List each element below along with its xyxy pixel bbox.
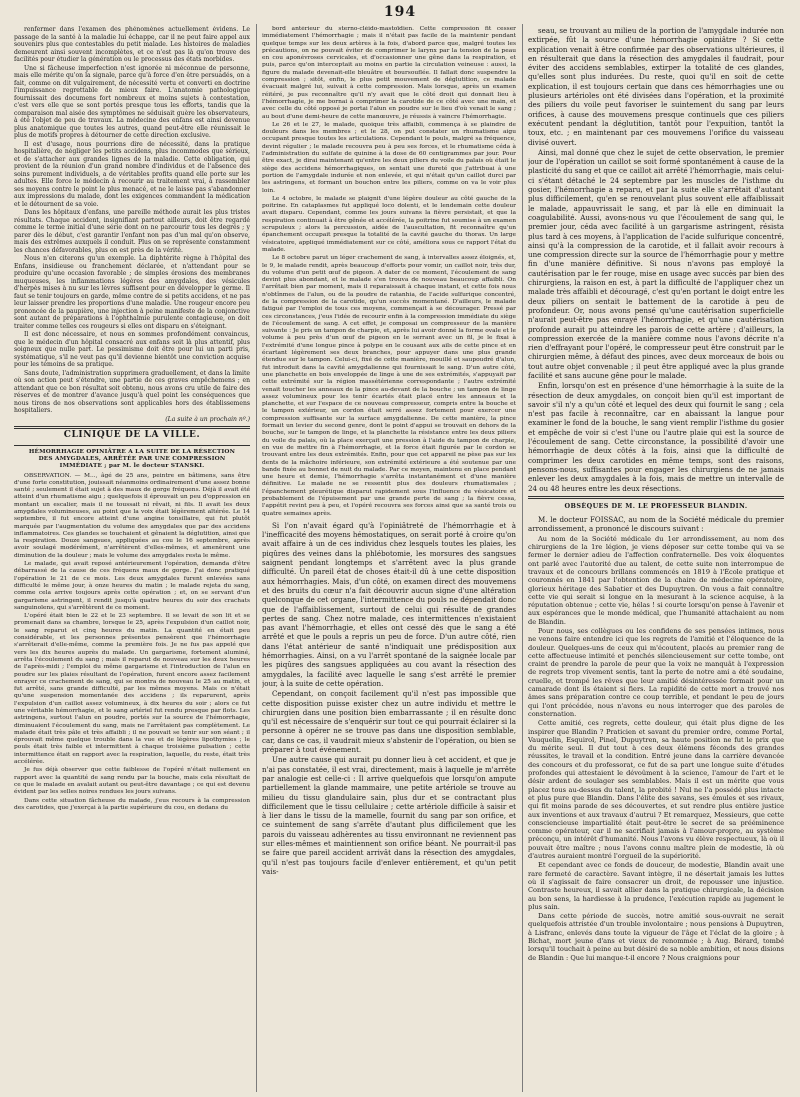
column-divider bbox=[522, 24, 523, 1092]
section-rule bbox=[14, 445, 250, 446]
paragraph: L'opéré était bien le 22 et le 23 septembre. Il se levait de son lit et se promenait dans sa chambre, lorsque le 25, après l'expulsion d'un caillot noir, le sang reparut et cinq heures du matin. La quantité en était peu considérable, et les personnes présentes pensèrent que l'hémorrhagie s'arrêterait d'elle-même, comme la première fois. Je ne fus pas appelé que vers les dix heures auprès du malade. Un gargarisme, fortement aluminé, arrêta l'écoulement du sang ; mais il reparut de nouveau sur les deux heures de l'après-midi ; l'emploi du même gargarisme et l'introduction de l'alun en poudre sur les plaies résultant de l'opération, furent encore assez facilement enrayer ce crachement de sang, qui se montra de nouveau le 25 au matin, et fut arrêté, sans grande difficulté, par les mêmes moyens. Mais ce n'était qu'une suspension momentanée des accidens ; ils reparurent, après l'expulsion d'un caillot assez volumineux, à dix heures du soir ; alors ce fut une véritable hémorrhagie, et le sang artériel fut rendu presque par flots. Les astringens, surtout l'alun en poudre, portés sur la source de l'hémorrhagie, diminuaient l'écoulement du sang, mais ne l'arrêtaient pas complètement. Le malade était très pâle et très affaibli ; il ne pouvait se tenir sur son séant ; il éprouvait même quelque trouble dans la vue et de légères lipothymies ; le pouls était très faible et intermittent à chaque troisième pulsation ; cette intermittence était en rapport avec la respiration, laquelle, du reste, était très accélérée. bbox=[14, 613, 250, 766]
paragraph: Le 4 octobre, le malade se plaignit d'une légère douleur au côté gauche de la poitrine. En cataplasmes fut appliqué loco dolenti, et le lendemain cette douleur avait disparu. Cependant, comme les jours suivans la fièvre persistait, et que la respiration continuait à être gênée et accélérée, la poitrine fut soumise à un examen scrupuleux ; alors la percussion, aidée de l'auscultation, fit reconnaître qu'un épanchement occupait presque la totalité de la cavité gauche du thorax. Un large vésicatoire, appliqué immédiatement sur ce côté, améliora sous ce rapport l'état du malade. bbox=[262, 195, 516, 253]
paragraph: Je fus déjà observer que cette faiblesse de l'opéré n'était nullement en rapport avec la quantité de sang rendu par la bouche, mais cela résultait de ce que le malade en avalait autant ou peut-être davantage ; ce qui est devenu évident par les selles noires rendues les jours suivans. bbox=[14, 767, 250, 796]
column-divider bbox=[256, 24, 257, 1092]
continued-note: (La suite à un prochain nº.) bbox=[165, 415, 250, 423]
paragraph: Cependant, on conçoit facilement qu'il n'est pas impossible que cette disposition puisse exister chez un autre individu et mettre le chirurgien dans une position bien embarrassante ; il en résulte donc qu'il est nécessaire de s'enquérir sur tout ce qui pourrait éclairer si la personne à opérer ne se trouve pas dans une disposition semblable, car, dans ce cas, il vaudrait mieux s'abstenir de l'opération, ou bien se préparer à tout événement. bbox=[262, 689, 516, 755]
paragraph: bord antérieur du sterno-cléido-mastoïdien. Cette compression fit cesser immédiatement l'hémorrhagie ; mais il n'était pas facile de la maintenir pendant quelque temps sur les deux artères à la fois, d'abord parce que, malgré toutes les précautions, on ne pouvait éviter de comprimer le larynx par la tension de la peau en cou aponévroses cervicales, et d'occasionner une gêne dans la respiration, et puis, parce qu'on interceptait au moins en partie la circulation veineuse : aussi, la figure du malade devenait-elle bleuâtre et boursouflée. Il fallait donc suspendre la compression ; sitôt, enfin, le plus petit mouvement de déglutition, ce malade évacuait malgré lui, suivait à cette compression. Mais lorsque, après un examen réitéré, je pus reconnaître qu'il n'y avait que le côté droit qui donnait lieu à l'hémorrhagie, je me bornai à comprimer la carotide de ce côté avec une main, et avec celle du côté opposé je portai l'alun en poudre sur le lieu d'où venait le sang ; au bout d'une demi-heure de cette manœuvre, je réussis à vaincre l'hémorrhagie. bbox=[262, 26, 516, 120]
paragraph: OBSERVATION. — M..., âgé de 25 ans, peintre en bâtimens, sans être d'une forte constitution, jouissait néanmoins ordinairement d'une assez bonne santé ; seulement il était sujet à des maux de gorge fréquens. Déjà il avait été atteint d'un rhumatisme aigu ; quelquefois il éprouvait un peu d'oppression en montant un escalier, mais il ne toussait ni rêvait, ni fils. Il avait les deux amygdales volumineuses, au point que la voix était légèrement altérée. Le 14 septembre, il fut encore atteint d'une angine tonsillaire, qui fut plutôt marquée par l'augmentation du volume des amygdales que par des accidens inflammatoires. Ces glandes se touchaient et gênaient la déglutition, ainsi que la respiration. Douze sangsues, appliquées au cou le 16 septembre, après avoir soulagé modérément, n'arrêtèrent d'elles-mêmes, et amenèrent une diminution de la douleur ; mais le volume des amygdales resta le même. bbox=[14, 472, 250, 559]
section-title: CLINIQUE DE LA VILLE. bbox=[63, 430, 201, 440]
paragraph: M. le docteur FOISSAC, au nom de la Société médicale du premier arrondissement, a prononcé le discours suivant : bbox=[528, 515, 784, 534]
paragraph: Le malade, qui avait reposé antérieurement l'opération, demanda d'être débarrassé de la cause de ces fréquens maux de gorge. J'ai donc pratiqué l'opération le 21 de ce mois. Les deux amygdales furent enlevées sans difficulté le même jour, à onze heures du matin ; le malade rejeta du sang, comme cela arrive toujours après cette opération ; et, on se servant d'un gargarisme astringent, il rendit jusqu'à quatre heures du soir des crachats sanguinolens, qui s'arrêtèrent de ce moment. bbox=[14, 561, 250, 611]
paragraph: renfermer dans l'examen des phénomènes actuellement évidens. Le passage de la santé à la maladie lui échappe, car il ne peut faire appel aux souvenirs plus que contestables du petit malade. Les histoires de maladies demeurent ainsi souvent incomplètes, et ce n'est pas là qu'on trouve des facilités pour étudier la génération ou le processus des états morbides. bbox=[14, 26, 250, 63]
paragraph: Le 26 et le 27, le malade, quoique très affaibli, commença à se plaindre de douleurs dans les membres ; et le 28, on put constater un rhumatisme aigu occupant presque toutes les articulations. Cependant le pouls, malgré sa fréquence, devint régulier ; le malade recouvra peu à peu ses forces, et le rhumatisme céda à l'administration du sulfate de quinine à la dose de 60 centigrammes par jour. Pour être exact, je dirai maintenant qu'entre les deux piliers du voile du palais où était le siège des accidens hémorrhagiques, on sentait une dureté que j'attribuai à une portion de l'amygdale indurée et non enlevée, et qui n'était qu'un caillot durci par les astringens, et formant un bouchon entre les piliers, comme on va le voir plus loin. bbox=[262, 121, 516, 194]
paragraph: Nous n'en citerons qu'un exemple. La diphtérite règne à l'hôpital des Enfans, insidieuse ou franchement déclarée, et n'attendant pour se produire qu'une occasion favorable ; de simples érosions des membranes muqueuses, les inflammations légères des amygdales, des vésicules d'herpès mises à nu sur les lèvres suffisent pour en développer le germe. Il faut se tenir toujours en garde, même contre de si petits accidens, et ne pas leur laisser prendre les proportions d'une maladie. Une rougeur encore peu prononcée de la paupière, une injection à peine manifeste de la conjonctive sont autant de préparations à l'ophthalmie purulente contagieuse, on doit traiter comme telles ces rougeurs si elles ont disparu en s'éteignant. bbox=[14, 255, 250, 330]
paragraph: Il est d'usage, nous pourrions dire de nécessité, dans la pratique hospitalière, de négliger les petits accidens, plus incommodes que sérieux, et de s'attacher aux grandes lignes de la maladie. Cette obligation, qui provient de la réunion d'un grand nombre d'individus et de l'absence des soins purement individuels, a de véritables profits quand elle porte sur les adultes. Elle force le médecin à recourir au traitement vrai, à rassembler ses moyens contre le point le plus menacé, et ne le laisse pas s'abandonner aux impressions du malade, dont les exigences commandent la médication et le détournent de sa voie. bbox=[14, 140, 250, 208]
paragraph: Le 8 octobre parut un léger crachement de sang, à intervalles assez éloignés, et, le 9, le malade rendit, après beaucoup d'efforts pour vomir, un caillot noir, très dur, du volume d'un petit œuf de pigeon. A dater de ce moment, l'écoulement de sang devint plus abondant, et le malade s'en trouva de nouveau beaucoup affaibli. On l'arrêtait bien par moment, mais il reparaissait à chaque instant, et cette fois nous n'obtînmes de l'alun, ou de la poudre de ratanhia, de l'acide sulfurique concentré, de la compression de la carotide, qu'un succès momentané. D'ailleurs, le malade fatigué par l'emploi de tous ces moyens, commençait à se décourager. Pressé par ces circonstances, j'eus l'idée de recourir enfin à la compression immédiate du siège de l'écoulement de sang. A cet effet, je composai un compresseur de la manière suivante : Je pris un tampon de charpie, et, après lui avoir donné la forme ovale et le volume à peu près d'un œuf de pigeon en le serrant avec un fil, je le fixai à l'extrémité d'une longue pince à polype en le cousant aux ails de cette pince et en écartant légèrement ses deux branches, pour appuyer dans une plus grande étendue sur le tampon. Celui-ci, fixé de cette manière, mouillé et saupoudré d'alun, fut introduit dans la cavité amygdalienne qui fournissait le sang. D'un autre côté, une planchette en bois enveloppée de linge à une de ses extrémités, s'appuyait par cette extrémité sur la région massétérienne correspondante ; l'autre extrémité venait toucher les anneaux de la pince au-devant de la bouche ; un tampon de linge assez volumineux pour les tenir écartés était placé entre les anneaux et la planchette, et sur l'espace de ce nouveau compresseur, compris entre la bouche et le tampon extérieur, un cordon était serré assez fortement pour exercer une compression suffisante sur la surface amygdalienne. De cette manière, la pince formait un levier du second genre, dont le point d'appui se trouvait en dehors de la bouche, sur le tampon de linge, et la planchette la résistance entre les deux piliers du voile du palais, où la place exerçait une pression à l'aide du tampon de charpie, en vue de mettre fin à l'hémorrhagie, et la force était figurée par le cordon se trouvant entre les deux extrémités. Enfin, pour que cet appareil ne pèse pas sur les dents de la mâchoire inférieure, son extrémité extérieure a été soutenue par une bande fixée au bonnet de nuit du malade. Par ce moyen, maintenu en place pendant une heure et demie, l'hémorrhagie s'arrêta instantanément et d'une manière définitive. Le malade ne se ressentit plus des douleurs rhumatismales ; l'épanchement pleurétique disparut rapidement sous l'influence du vésicatoire et probablement de l'épuisement par une grande perte de sang ; la fièvre cessa, l'appétit revint peu à peu, et l'opéré recouvra ses forces ainsi que sa santé trois ou quatre semaines après. bbox=[262, 255, 516, 517]
obsequies-title: OBSÈQUES DE M. LE PROFESSEUR BLANDIN. bbox=[564, 501, 748, 510]
paragraph: Enfin, lorsqu'on est en présence d'une hémorrhagie à la suite de la résection de deux amygdales, on conçoit bien qu'il est important de savoir s'il n'y a qu'un côté et lequel des deux qui fournit le sang ; cela n'est pas facile à reconnaître, car en abaissant la langue pour examiner le fond de la bouche, le sang vient remplir l'isthme du gosier et empêche de voir si c'est l'une ou l'autre plaie qui est la source de l'écoulement de sang. Cette circonstance, la possibilité d'avoir une hémorrhagie de deux côtés à la fois, ainsi que la difficulté de comprimer les deux carotides en même temps, sont des raisons, pensons-nous, suffisantes pour engager les chirurgiens de ne jamais enlever les deux amygdales à la fois, mais de mettre un intervalle de 24 ou 48 heures entre les deux résections. bbox=[528, 381, 784, 493]
paragraph: seau, se trouvant au milieu de la portion de l'amygdale indurée non extirpée, fût la source d'une hémorrhagie opiniâtre ? Si cette explication venait à être confirmée par des observations ultérieures, il en résulterait que dans la résection des amygdales il faudrait, pour éviter des accidens semblables, extirper la totalité de ces glandes, qu'elles sont plus indurées. Du reste, quoi qu'il en soit de cette explication, il est toujours certain que dans ces hémorrhagies une ou plusieurs artérioles ont été divisées dans l'opération, et la proximité des piliers du voile peut favoriser le suintement du sang par leurs orifices, à cause des mouvemens presque continuels que ces piliers exécutent pendant la déglutition, tantôt pour l'expuition, tantôt la toux, etc. ; en maintenant par ces mouvemens l'orifice du vaisseau divisé ouvert. bbox=[528, 26, 784, 147]
paragraph: Et cependant avec ce fonds de douceur, de modestie, Blandin avait une rare fermeté de caractère. Savant intègre, il ne désertait jamais les luttes où il s'agissait de faire consacrer un droit, de repousser une injustice. Contraste heureux, il savait allier dans la pratique chirurgicale, la décision au bon sens, la hardiesse à la prudence, l'exécution rapide au jugement le plus sain. bbox=[528, 861, 784, 911]
paragraph: Il est donc nécessaire, et nous en sommes profondément convaincus, que le médecin d'un hôpital consacré aux enfans soit là plus attentif, plus soigneux que nulle part. Le pessimisme doit être pour lui un parti pris, systématique, s'il ne veut pas qu'il devienne bientôt une conviction acquise pour les témoins de sa pratique. bbox=[14, 331, 250, 368]
paragraph: Sans doute, l'administration supprimera graduellement, et dans la limite où son action peut s'étendre, une partie de ces graves empêchemens ; en attendant que ce bon résultat soit obtenu, nous avons cru utile de faire des réserves et de montrer d'avance jusqu'à quel point les conséquences que nous tirons de nos observations sont applicables hors des établissemens hospitaliers. bbox=[14, 369, 250, 414]
paragraph: Dans les hôpitaux d'enfans, une pareille méthode aurait les plus tristes résultats. Chaque accident, insignifiant partout ailleurs, doit être regardé comme le terme initial d'une série dont on ne parcourir tous les degrés ; y parer dès le début, c'est garantir l'enfant non pas d'un mal qu'on observe, mais des extrêmes auxquels il conduit. Plus on se représente constamment les chances défavorables, plus on est près de la vérité. bbox=[14, 209, 250, 254]
column-left bbox=[14, 26, 250, 1092]
paragraph: Au nom de la Société médicale du 1er arrondissement, au nom des chirurgiens de la 1re légion, je viens déposer sur cette tombe qui va se fermer le dernier adieu de l'affection confraternelle. Des voix éloquentes ont parlé avec l'autorité due au talent, de cette suite non interrompue de travaux et de concours brillans commencés en 1819 à l'École pratique et couronnés en 1841 par l'obtention de la chaire de médecine opératoire, glorieux héritage des Sabatier et des Dupuytren. On vous a fait connaître cette vie qui serait si longue en la mesurant à la science acquise, à la réputation obtenue ; cette vie, hélas ! si courte lorsqu'on pense à l'avenir et aux espérances que le monde médical, que l'humanité attachaient au nom de Blandin. bbox=[528, 534, 784, 626]
paragraph: Cette amitié, ces regrets, cette douleur, qui était plus digne de les inspirer que Blandin ? Praticien et savant du premier ordre, comme Portal, Vauquelin, Esquirol, Pinel, Dupuytren, sa haute position ne fut le prix que du mérite seul. Il dut tout à ces deux élémens féconds des grandes réussites, le travail et la condition. Entré jeune dans la carrière devancée des concours et du professorat, ce fut de sa part une longue suite d'études profondes qui attestaient le dévoûment à la science, l'amour de l'art et le désir ardent de soulager ses semblables. Mais il est un mérite que vous placez tous au-dessus du talent, la probité ! Nul ne l'a possédé plus intacte et plus pure que Blandin. Dans l'élite des savans, ses émules et ses rivaux, qui fit moins parade de ses découvertes, et sut rendre plus entière justice aux inventions et aux travaux d'autrui ? Et remarquez, Messieurs, que cette consciencieuse impartialité était peut-être le secret de sa prééminence comme opérateur, car il ne sacrifiait jamais à l'amour-propre, au système préconçu, un intérêt d'humanité. Nous l'avons vu élève respectueux, là où il pouvait être maître ; nous l'avons connu maître plein de modestie, là où d'autres auraient montré l'orgueil de la supériorité. bbox=[528, 719, 784, 861]
section-rule bbox=[528, 496, 784, 499]
section-rule bbox=[14, 426, 250, 429]
paragraph: Dans cette situation fâcheuse du malade, j'eus recours à la compression des carotides, que j'exerçai à la partie supérieure du cou, en dedans du bbox=[14, 797, 250, 811]
paragraph: Dans cette période de succès, notre amitié sous-ouvrait ne serait quelquefois attristée d'un trouble involontaire ; nous pensions à Dupuytren, à Lisfranc, enlevés dans toute la vigueur de l'âge et l'éclat de la gloire ; à Bichat, mort jeune d'ans et vieux de renommée ; à Aug. Bérard, tombé lorsqu'il touchait à peine au but désiré de sa noble ambition, et nous disions de Blandin : Que lui manque-t-il encore ? Nous craignions pour bbox=[528, 912, 784, 962]
page-number: 194 bbox=[383, 4, 417, 20]
paragraph: Ainsi, mal donné que chez le sujet de cette observation, le premier jour de l'opération un caillot se soit formé spontanément à cause de la plasticité du sang et que ce caillot ait arrêté l'hémorrhagie, mais celui-ci s'étant détaché le 24 septembre par les muscles de l'isthme du gosier, l'hémorrhagie a reparu, et par la suite elle s'arrêtait d'autant plus difficilement, qu'en se renouvelant plus souvent elle affaiblissait le malade, appauvrissait le sang, et par là elle en diminuait la coagulabilité. Aussi, avons-nous vu que l'écoulement de sang qui, le premier jour, céda avec facilité à un gargarisme astringent, résista plus tard à ces moyens, à l'application de l'acide sulfurique concentré, ainsi qu'à la compression de la carotide, et il fallait avoir recours à une compression directe sur la source de l'hémorrhagie pour y mettre fin d'une manière définitive. Si nous n'avons pas employé la cautérisation par le fer rouge, mise en usage avec succès par bien des chirurgiens, la raison en est, à part la difficulté de l'appliquer chez un malade très affaibli et découragé, c'est qu'en portant le doigt entre les deux piliers on sentait le battement de la carotide à peu de profondeur. Or, nous avons pensé qu'une cautérisation superficielle n'aurait peut-être pas enrayé l'hémorrhagie, et qu'une cautérisation profonde aurait pu atteindre les parois de cette artère ; d'ailleurs, la compression exercée de la manière comme nous l'avons décrite n'a rien d'effrayant pour l'opéré, le compresseur peut être construit par le chirurgien même, à défaut des pinces, avec deux morceaux de bois ou tout autre objet convenable ; il peut être appliqué avec la plus grande facilité et sans aucune gêne pour le malade. bbox=[528, 147, 784, 380]
paragraph: Si l'on n'avait égard qu'à l'opiniâtreté de l'hémorrhagie et à l'inefficacité des moyens hémostatiques, on serait porté à croire qu'on avait affaire à un de ces individus chez lesquels toutes les plaies, les piqûres des veines dans la phlébotomie, les morsures des sangsues saignent pendant longtemps et s'arrêtent avec la plus grande difficulté. Un pareil état de choses était-il dû à une cette disposition aux hémorrhagies. Mais, d'un côté, on examen direct des mouvemens et des bruits du cœur n'a fait découvrir aucun signe d'une altération quelconque de cet organe, l'intermittence du pouls ne dépendait donc que de l'affaiblissement, surtout de celui qui résulte de grandes pertes de sang. Chez notre malade, ces intermittences n'existaient pas avant l'hémorrhagie, et elles ont cessé dès que le sang a été arrêté et que le pouls a repris un peu de force. D'un autre côté, rien dans l'état antérieur de santé n'indiquait une prédisposition aux hémorrhagies. Ainsi, on a vu l'arrêt spontané de la saignée locale par les piqûres des sangsues appliquées au cou avant la résection des amygdales, la facilité avec laquelle le sang s'est arrêté le premier jour, à la suite de cette opération. bbox=[262, 520, 516, 688]
paragraph: Une si fâcheuse imperfection n'est ignorée ni méconnue de personne, mais elle mérite qu'on la signale, parce qu'à force d'en être persuadés, on a fait, comme on dit vulgairement, de nécessité vertu et converti en doctrine l'impuissance regrettable de mieux faire. L'anatomie pathologique fournissait des documens fort nombreux et moins sujets à contestation, c'est vers elle que se sont portés presque tous les efforts, tandis que la comparaison mal aisée des symptômes ne séduisait guère les observateurs, à été l'objet de peu de travaux. La médecine des enfans est ainsi devenue plus anatomique que toutes les autres, quand peut-être elle réunissait le plus de motifs propres à détourner de cette direction exclusive. bbox=[14, 64, 250, 139]
paragraph: Une autre cause qui aurait pu donner lieu à cet accident, et que je n'ai pas constatée, il est vrai, directement, mais à laquelle je m'arrête par analogie est celle-ci : Il arrive quelquefois que lorsqu'on ampute partiellement la glande mammaire, une petite artériole se trouve au milieu du tissu glandulaire sain, plus dur et se contractant plus difficilement que le tissu cellulaire ; cette artériole difficile à saisir et à lier dans le tissu de la mamelle, fournit du sang par son orifice, et ce suintement de sang s'arrête d'autant plus difficilement que les parois du vaisseau adhèrentes au tissu environnant ne reviennent pas sur elles-mêmes et maintiennent son orifice béant. Ne pourrait-il pas se faire que pareil accident arrivât dans la résection des amygdales, qu'il n'est pas toujours facile d'enlever entièrement, et qu'un petit vais- bbox=[262, 755, 516, 876]
column-right bbox=[528, 26, 784, 1092]
paragraph: Pour nous, ses collègues ou les confidens de ses pensées intimes, nous ne venons faire entendre ici que les regrets de l'amitié et l'éloquence de la douleur. Quelques-uns de ceux qui m'écoutent, placés au premier rang de cette affectueuse intimité et penchés silencieusement sur cette tombe, ont craint de prendre la parole de peur que la voix ne manquât à l'expression de regrets trop vivement sentis, tant la perte de notre ami a été soudaine, cruelle, et trompé les rêves que leur amitié désintéressée formait pour un camarade dont ils étaient si fiers. La rapidité de cette mort a trouvé nos âmes sans préparation contre ce coup terrible, et pendant le peu de jours qui l'ont précédée, nous n'avons eu nous interroger que des paroles de consternation. bbox=[528, 627, 784, 718]
column-middle bbox=[262, 26, 516, 1092]
article-title: HÉMORRHAGIE OPINIÂTRE A LA SUITE DE LA RÉSECTION DES AMYGDALES, ARRÊTÉE PAR UNE COMPRESSION IMMÉDIATE ; par M. le docteur STANSKI. bbox=[28, 448, 236, 469]
